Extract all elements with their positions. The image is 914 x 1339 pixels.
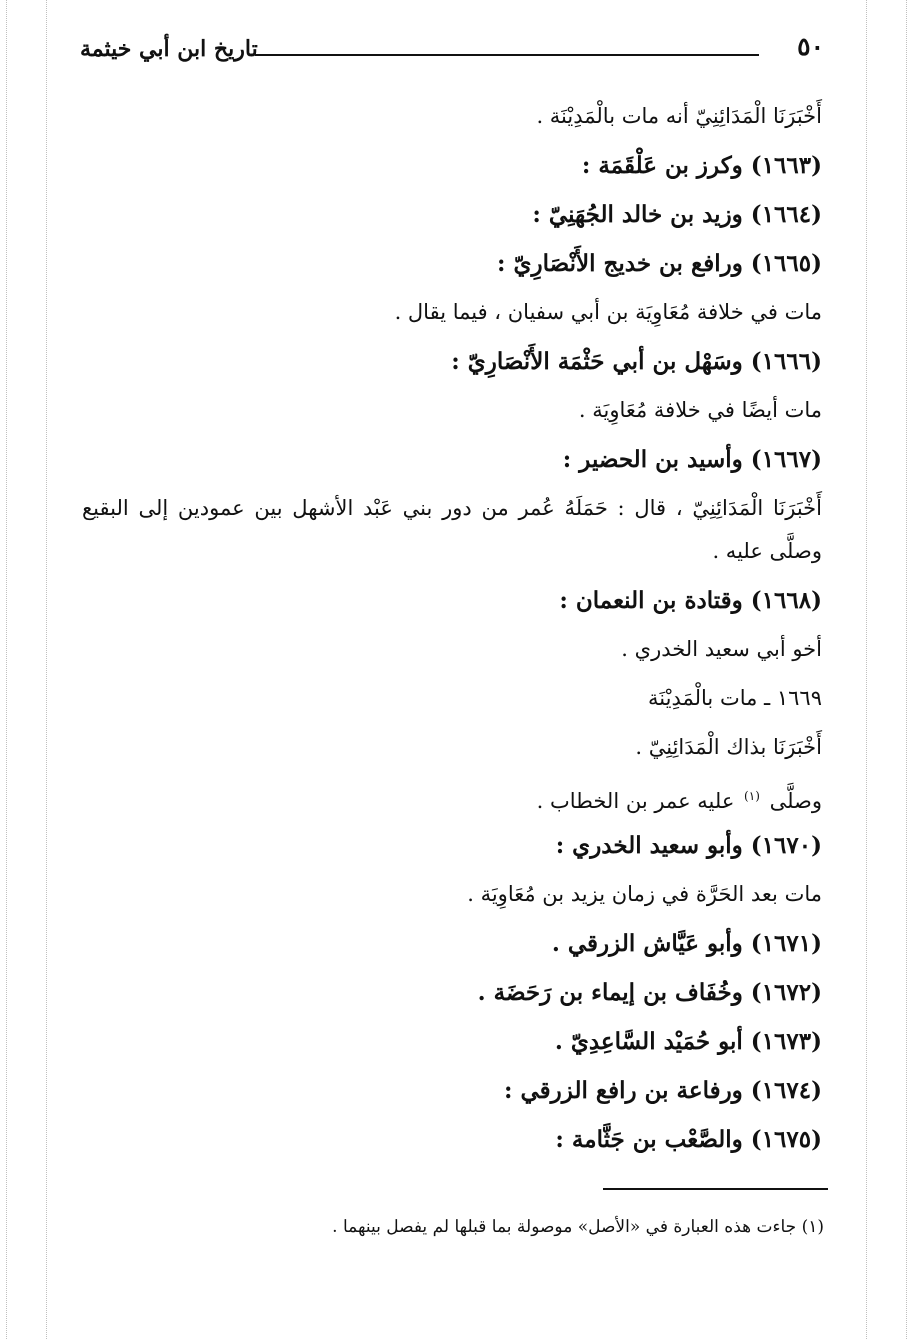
entry-heading: (١٦٧٣) أبو حُمَيْد السَّاعِدِيّ .: [554, 1028, 822, 1055]
entry-heading: (١٦٦٥) ورافع بن خديج الأَنْصَارِيّ :: [497, 250, 822, 277]
header-rule: [255, 54, 759, 56]
text-line: ١٦٦٩ ـ مات بالْمَدِيْنَة: [648, 686, 822, 710]
scan-margin-dots: [906, 0, 907, 1339]
entry-heading: (١٦٧٥) والصَّعْب بن جَثَّامة :: [555, 1126, 822, 1153]
prayer-text-end: عليه عمر بن الخطاب .: [536, 789, 735, 813]
entry-heading: (١٦٧٤) ورفاعة بن رافع الزرقي :: [504, 1077, 822, 1104]
text-line: أخو أبي سعيد الخدري .: [621, 637, 822, 661]
entry-heading: (١٦٦٨) وقتادة بن النعمان :: [559, 587, 822, 614]
scan-margin-dots: [46, 0, 47, 1339]
running-title: تاريخ ابن أبي خيثمة: [80, 36, 258, 62]
scan-margin-dots: [6, 0, 7, 1339]
main-text: [82, 92, 822, 1164]
entry-heading: (١٦٧٠) وأبو سعيد الخدري :: [555, 832, 822, 859]
scan-margin-dots: [866, 0, 867, 1339]
entry-heading: (١٦٦٦) وسَهْل بن أبي حَثْمَة الأَنْصَارِيّ :: [451, 348, 822, 375]
page-number: ٥٠: [797, 32, 824, 61]
prayer-text-start: وصلَّى: [769, 789, 822, 813]
text-line: مات أيضًا في خلافة مُعَاوِيَة .: [578, 398, 822, 422]
entry-heading: (١٦٧٢) وخُفَاف بن إيماء بن رَحَضَة .: [477, 979, 822, 1006]
text-line: مات بعد الحَرَّة في زمان يزيد بن مُعَاوِيَة .: [467, 882, 822, 906]
entry-heading: (١٦٧١) وأبو عَيَّاش الزرقي .: [551, 930, 822, 957]
text-line: مات في خلافة مُعَاوِيَة بن أبي سفيان ، فيما يقال .: [394, 300, 822, 324]
text-paragraph: أَخْبَرَنَا الْمَدَائِنِيّ ، قال : حَمَلَهُ عُمر من دور بني عَبْد الأشهل بين عمودين إلى البقيع وصلَّى عليه .: [82, 496, 822, 563]
entry-heading: (١٦٦٤) وزيد بن خالد الجُهَنِيّ :: [532, 201, 822, 228]
text-line: أَخْبَرَنَا الْمَدَائِنِيّ أنه مات بالْمَدِيْنَة .: [536, 104, 822, 128]
text-line: أَخْبَرَنَا بذاك الْمَدَائِنِيّ .: [635, 735, 822, 759]
footnote: (١) جاءت هذه العبارة في «الأصل» موصولة بما قبلها لم يفصل بينهما .: [332, 1217, 824, 1237]
entry-heading: (١٦٦٧) وأسيد بن الحضير :: [562, 446, 822, 473]
footnote-rule: [603, 1188, 828, 1190]
footnote-marker: (١): [744, 789, 760, 803]
text-line-with-footnote: [82, 772, 822, 821]
entry-heading: (١٦٦٣) وكرز بن عَلْقَمَة :: [581, 152, 822, 179]
page-header: [80, 32, 824, 74]
